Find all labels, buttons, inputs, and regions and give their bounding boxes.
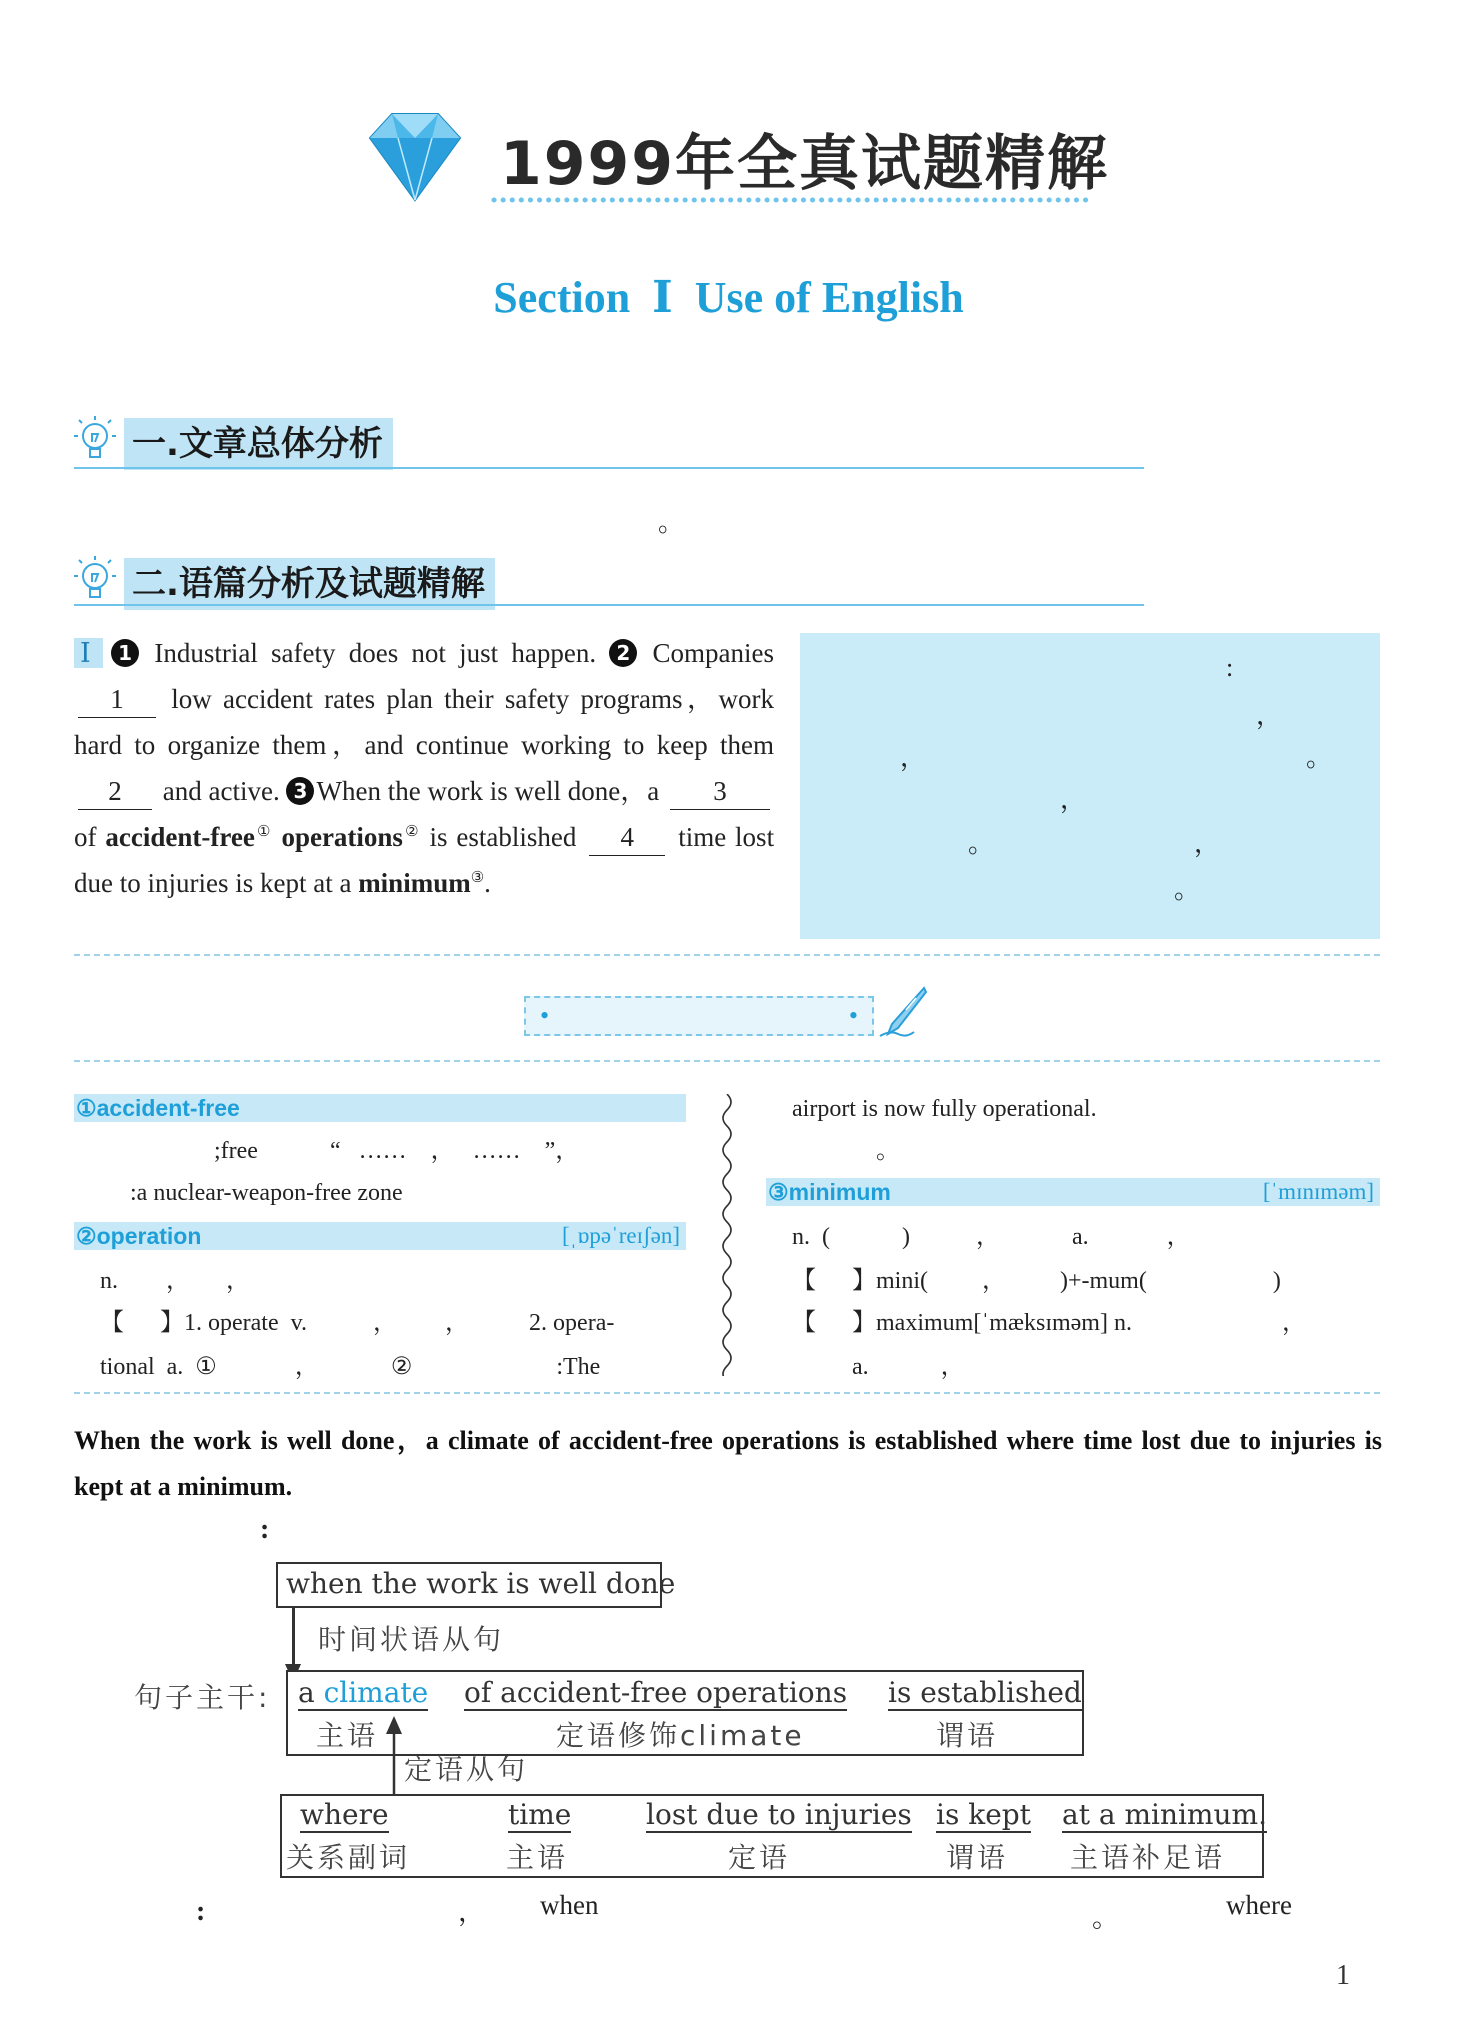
keyword-operations: operations bbox=[281, 822, 403, 852]
summary-text: 。 bbox=[658, 508, 685, 537]
phonetic: [ˌɒpəˈreɪʃən] bbox=[562, 1223, 680, 1248]
vocab-line: a. ， bbox=[792, 1354, 965, 1380]
arrow-up-icon bbox=[384, 1716, 404, 1806]
wavy-divider bbox=[716, 1094, 738, 1376]
vocab-line: n. ， ， bbox=[100, 1268, 250, 1294]
vocab-heading-operation: ②operation [ˌɒpəˈreɪʃən] bbox=[74, 1222, 686, 1250]
lightbulb-icon bbox=[72, 412, 118, 468]
blank-2: 2 bbox=[78, 773, 152, 810]
vocab-line: :a nuclear-weapon-free zone bbox=[130, 1180, 403, 1206]
pen-icon bbox=[876, 984, 928, 1042]
vocabulary-tag: • • bbox=[524, 996, 874, 1036]
sentence-number: 3 bbox=[286, 777, 314, 805]
vocab-line: n. ( ) ， a. ， bbox=[792, 1224, 1191, 1250]
sentence-number: 1 bbox=[111, 639, 139, 667]
label-attributive-clause: 定语从句 bbox=[404, 1753, 529, 1786]
blank-4: 4 bbox=[589, 819, 665, 856]
keyword-minimum: minimum bbox=[358, 868, 471, 898]
lightbulb-icon bbox=[72, 552, 118, 608]
keyword-accident-free: accident-free bbox=[105, 822, 255, 852]
clause-box-time: when the work is well done bbox=[276, 1562, 662, 1608]
part-header-2: 二.语篇分析及试题精解 bbox=[124, 558, 495, 610]
example-sentence: When the work is well done，a climate of accident-free operations is established where time lost due to injuries is kept at a minimum. bbox=[74, 1426, 1382, 1501]
diamond-icon bbox=[356, 108, 474, 206]
vocab-line: 。 bbox=[876, 1138, 900, 1164]
paragraph-roman-tag: Ⅰ bbox=[74, 638, 103, 668]
vocab-line: 【 】1. operate v. ， ， 2. opera- bbox=[100, 1310, 615, 1336]
relative-clause-box: where 关系副词 time 主语 lost due to injuries 定语 is kept 谓语 at a minimum. 主语补足语 bbox=[280, 1794, 1264, 1878]
blank-3: 3 bbox=[670, 773, 770, 810]
page-number: 1 bbox=[1336, 1960, 1350, 1991]
dashed-divider bbox=[74, 1392, 1380, 1394]
sentence-1: Industrial safety does not just happen. bbox=[154, 638, 597, 668]
title-dotted-underline bbox=[490, 195, 1090, 205]
page-title: 1999年全真试题精解 bbox=[500, 129, 1109, 199]
sentence-number: 2 bbox=[609, 639, 637, 667]
vocab-line: ;free “ …… ， …… ”， bbox=[214, 1138, 580, 1164]
dashed-divider bbox=[74, 1060, 1380, 1062]
dashed-divider bbox=[74, 954, 1380, 956]
analysis-box: : ， ， 。 ， 。 ， 。 bbox=[800, 633, 1380, 939]
main-clause-box: a climate 主语 of accident-free operations 定语修饰climate is established 谓语 bbox=[286, 1670, 1084, 1756]
part-divider bbox=[74, 604, 1144, 606]
vocab-line: tional a. ① ， ② :The bbox=[100, 1354, 601, 1380]
part-header-1: 一.文章总体分析 bbox=[124, 418, 393, 470]
trunk-label: 句子主干: bbox=[134, 1681, 271, 1714]
vocab-heading-accident-free: ①accident-free bbox=[74, 1094, 686, 1122]
subject-word: climate bbox=[323, 1676, 429, 1709]
part-divider bbox=[74, 467, 1144, 469]
blank-1: 1 bbox=[78, 681, 156, 718]
vocab-line: 【 】maximum[ˈmæksɪməm] n. ， bbox=[792, 1310, 1306, 1336]
section-title: Section Ⅰ Use of English bbox=[493, 273, 964, 322]
attribute-phrase: of accident-free operations bbox=[464, 1676, 848, 1709]
passage-paragraph: Ⅰ 1 Industrial safety does not just happen. 2 Companies 1 low accident rates plan their safety programs，work hard to organize them，and continue working to keep them 2 and active. 3 When the work is well done，a 3 of accident-free① operations② is established 4 time lost due to injuries is kept at a minimum③. bbox=[74, 638, 775, 898]
label-time-clause: 时间状语从句 bbox=[318, 1623, 505, 1656]
predicate-phrase: is established bbox=[888, 1676, 1082, 1709]
phonetic: [ˈmɪnɪməm] bbox=[1262, 1179, 1374, 1204]
vocab-line: 【 】mini( ， )+-mum( ) bbox=[792, 1268, 1281, 1294]
vocab-heading-minimum: ③minimum [ˈmɪnɪməm] bbox=[766, 1178, 1380, 1206]
vocab-line: airport is now fully operational. bbox=[792, 1096, 1097, 1122]
